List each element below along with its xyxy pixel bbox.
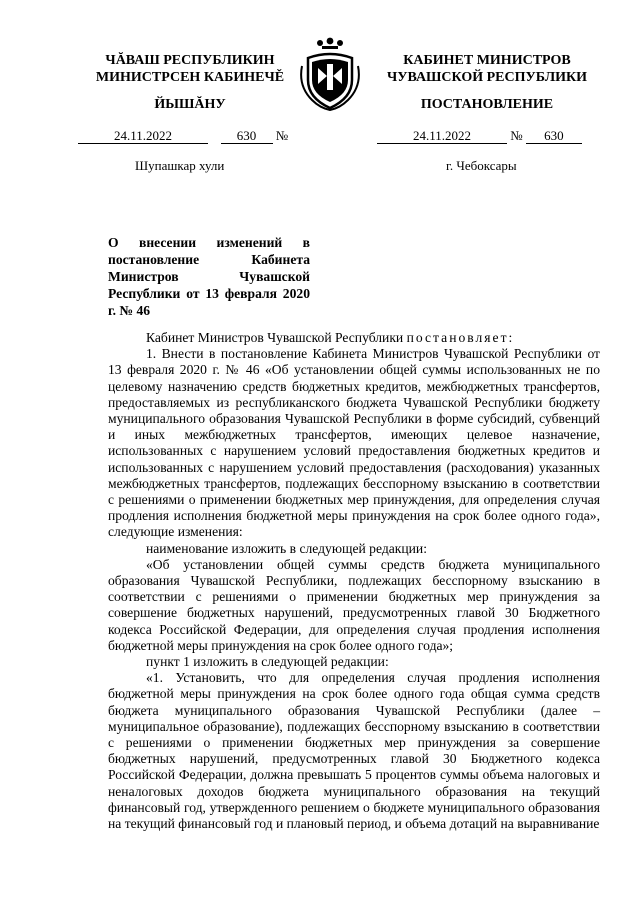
paragraph-3: «Об установлении общей суммы средств бюджета муниципального образования Чувашской Республики, подлежащих бесспорному взысканию в соответствии с решениями о применении бюджетных мер принуждения за совершение бюджетных нарушений, предусмотренных главой 30 Бюджетного кодекса Российской Федерации, для определения случая продления исполнения бюджетной меры принуждения на срок более одного года»;: [108, 556, 600, 653]
left-header-line2: МИНИСТРСЕН КАБИНЕЧĚ: [95, 70, 285, 85]
paragraph-5: «1. Установить, что для определения случая продления исполнения бюджетной меры принуждения на срок более одного года общая сумма средств бюджета муниципального образования Чувашской Республики (далее – муниципальное образование), подлежащих бесспорному взысканию в соответствии с решениями о применении бюджетных мер принуждения за совершение бюджетных нарушений, предусмотренных главой 30 Бюджетного кодекса Российской Федерации, должна превышать 5 процентов суммы объема налоговых и неналоговых доходов бюджета муниципального образования на текущий финансовый год, утвержденного решением о бюджете муниципального образования на текущий финансовый год и плановый период, и объема дотаций на выравнивание: [108, 670, 600, 832]
right-number-line: [377, 128, 582, 144]
right-date: 24.11.2022: [377, 128, 507, 144]
right-header-line2: ЧУВАШСКОЙ РЕСПУБЛИКИ: [386, 70, 588, 85]
right-no-sign: №: [510, 128, 523, 143]
left-number-line: [78, 128, 288, 144]
paragraph-2: наименование изложить в следующей редакции:: [146, 540, 427, 556]
right-number: 630: [526, 128, 582, 144]
left-place: Шупашкар хули: [135, 158, 225, 173]
paragraph-4: пункт 1 изложить в следующей редакции:: [146, 654, 389, 670]
intro-decision: постановляет:: [406, 330, 515, 345]
left-number: 630: [221, 128, 273, 144]
left-no-sign: №: [275, 128, 289, 143]
document-subject: О внесении изменений в постановление Кабинета Министров Чувашской Республики от 13 февраля 2020 г. № 46: [108, 235, 310, 318]
left-doctype: ЙЫШĂНУ: [154, 97, 226, 112]
document-body: [108, 330, 600, 832]
right-place: г. Чебоксары: [446, 158, 517, 173]
intro-text: Кабинет Министров Чувашской Республики: [146, 330, 407, 345]
left-header: [75, 52, 305, 86]
paragraph-1: 1. Внести в постановление Кабинета Министров Чувашской Республики от 13 февраля 2020 г. № 46 «Об установлении общей суммы использованных не по целевому назначению средств бюджетных кредитов, межбюджетных трансфертов, предоставляемых из республиканского бюджета Чувашской Республики бюджету муниципального образования Чувашской Республики в форме субсидий, субвенций и иных межбюджетных трансфертов, имеющих целевое назначение, использованных с нарушением условий предоставления бюджетных кредитов и использованных с нарушением условий предоставления (расходования) указанных межбюджетных трансфертов, подлежащих бесспорному взысканию в соответствии с решениями о применении бюджетных мер принуждения, для определения случая продления исполнения бюджетной меры принуждения на срок более одного года», следующие изменения:: [108, 346, 600, 540]
left-header-line1: ЧĂВАШ РЕСПУБЛИКИН: [105, 53, 275, 68]
right-doctype: ПОСТАНОВЛЕНИЕ: [420, 97, 554, 112]
left-date: 24.11.2022: [78, 128, 208, 144]
intro-paragraph: [108, 330, 600, 346]
right-header-line1: КАБИНЕТ МИНИСТРОВ: [403, 53, 571, 68]
right-header: [372, 52, 602, 86]
chuvash-emblem-icon: [298, 36, 362, 116]
